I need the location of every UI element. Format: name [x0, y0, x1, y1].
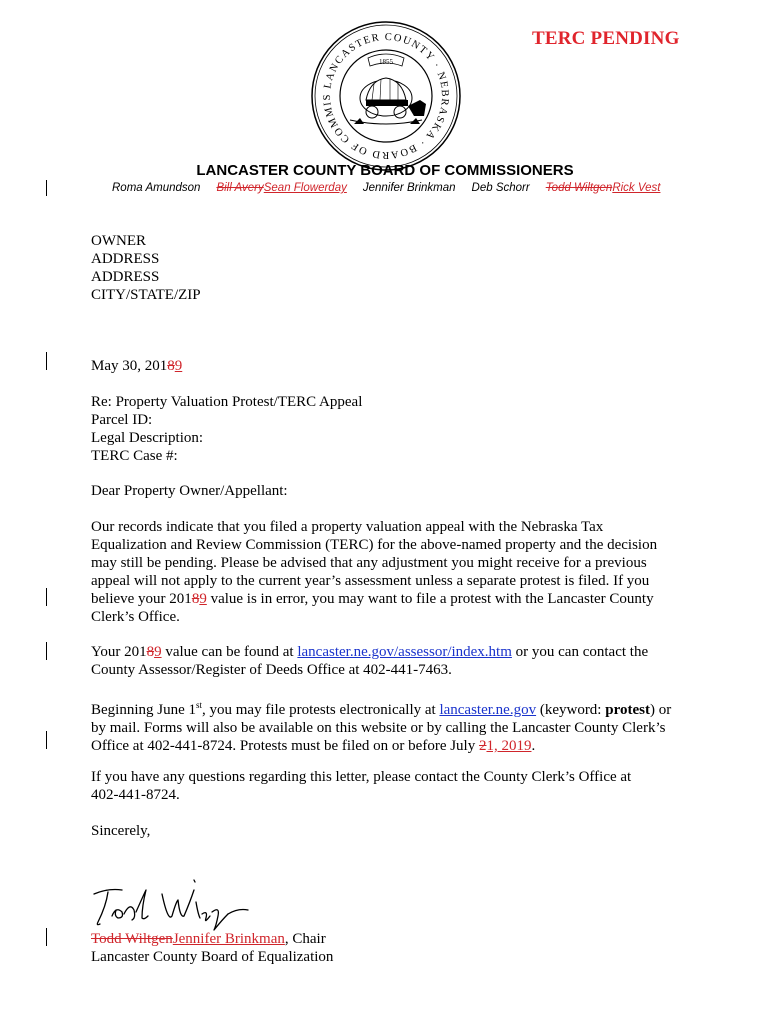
- revision-change-bar: [46, 180, 47, 196]
- terc-case-line: TERC Case #:: [91, 448, 178, 464]
- reference-block: [91, 393, 362, 465]
- text-run: (keyword:: [536, 702, 606, 718]
- inserted-date: 1, 2019: [486, 738, 532, 754]
- deleted-digit: 8: [146, 644, 155, 660]
- text-line: appeal will not apply to the current year’s assessment unless a separate protest is filed. If you: [91, 573, 650, 589]
- deleted-signer-name: Todd Wiltgen: [91, 931, 173, 947]
- revision-change-bar: [46, 731, 47, 749]
- text-run: or you can contact the: [511, 644, 649, 660]
- text-line: [91, 737, 671, 755]
- text-line: Our records indicate that you filed a property valuation appeal with the Nebraska Tax: [91, 519, 604, 535]
- county-seal-logo: [310, 20, 462, 172]
- date-text: May 30, 201: [91, 358, 168, 374]
- revision-change-bar: [46, 588, 47, 606]
- signer-title: , Chair: [284, 931, 326, 947]
- text-run: Beginning June 1: [91, 702, 196, 718]
- text-line: [91, 643, 648, 661]
- address-line: CITY/STATE/ZIP: [91, 287, 201, 303]
- paragraph-records: [91, 518, 657, 626]
- seal-year: 1855: [379, 58, 393, 66]
- inserted-digit: 9: [199, 591, 207, 607]
- deleted-digit: 8: [167, 358, 175, 374]
- county-website-link[interactable]: lancaster.ne.gov: [439, 702, 537, 718]
- member-name: Deb Schorr: [471, 182, 530, 194]
- terc-pending-stamp: TERC PENDING: [532, 28, 680, 49]
- letter-date: [91, 357, 182, 375]
- revision-change-bar: [46, 928, 47, 946]
- member-deleted-name: Bill Avery: [216, 182, 264, 194]
- text-run: Office at 402-441-8724. Protests must be filed on or before July: [91, 738, 479, 754]
- text-line: 402-441-8724.: [91, 787, 180, 803]
- signer-block: [91, 930, 333, 966]
- text-run: believe your 201: [91, 591, 192, 607]
- re-line: Re: Property Valuation Protest/TERC Appeal: [91, 394, 363, 410]
- keyword-protest: protest: [605, 702, 650, 718]
- inserted-digit: 9: [174, 358, 183, 374]
- closing: Sincerely,: [91, 823, 151, 839]
- assessor-link[interactable]: lancaster.ne.gov/assessor/index.htm: [297, 644, 512, 660]
- member-inserted-name: Rick Vest: [612, 182, 661, 194]
- text-line: [91, 590, 657, 608]
- address-line: ADDRESS: [91, 251, 160, 267]
- text-line: County Assessor/Register of Deeds Office at 402-441-7463.: [91, 662, 452, 678]
- text-line: may still be pending. Please be advised that any adjustment you might receive for a previous: [91, 555, 647, 571]
- commissioner-list: [112, 182, 660, 194]
- text-run: value can be found at: [161, 644, 298, 660]
- text-run: Your 201: [91, 644, 147, 660]
- board-title: LANCASTER COUNTY BOARD OF COMMISSIONERS: [196, 162, 574, 179]
- address-line: ADDRESS: [91, 269, 160, 285]
- inserted-signer-name: Jennifer Brinkman: [172, 931, 285, 947]
- revision-change-bar: [46, 642, 47, 660]
- member-name: Roma Amundson: [112, 182, 201, 194]
- paragraph-protest-filing: [91, 696, 671, 755]
- paragraph-questions: [91, 768, 631, 804]
- text-run: .: [531, 738, 536, 754]
- inserted-digit: 9: [154, 644, 162, 660]
- deleted-digit: 8: [191, 591, 200, 607]
- deleted-digit: 2: [478, 738, 487, 754]
- text-run: ) or: [649, 702, 672, 718]
- salutation: Dear Property Owner/Appellant:: [91, 483, 288, 499]
- text-run: value is in error, you may want to file a protest with the Lancaster County: [206, 591, 654, 607]
- text-line: by mail. Forms will also be available on this website or by calling the Lancaster County Clerk’s: [91, 720, 666, 736]
- signer-name-line: [91, 930, 333, 948]
- svg-text:LANCASTER COUNTY · NEBRASKA ·: LANCASTER COUNTY · NEBRASKA · BOARD OF COMMIS: [321, 31, 451, 161]
- paragraph-value-lookup: [91, 643, 648, 679]
- text-line: If you have any questions regarding this letter, please contact the County Clerk’s Office at: [91, 769, 632, 785]
- member-inserted-name: Sean Flowerday: [263, 182, 347, 194]
- text-line: Equalization and Review Commission (TERC) for the above-named property and the decision: [91, 537, 658, 553]
- text-run: , you may file protests electronically at: [202, 702, 440, 718]
- legal-description-line: Legal Description:: [91, 430, 204, 446]
- member-name: Jennifer Brinkman: [362, 182, 456, 194]
- text-line: Clerk’s Office.: [91, 609, 180, 625]
- signer-organization: Lancaster County Board of Equalization: [91, 949, 334, 965]
- address-line: OWNER: [91, 233, 146, 249]
- member-deleted-name: Todd Wiltgen: [545, 182, 613, 194]
- revision-change-bar: [46, 352, 47, 370]
- address-block: [91, 232, 201, 304]
- text-line: [91, 696, 671, 719]
- parcel-id-line: Parcel ID:: [91, 412, 153, 428]
- ordinal-suffix: st: [196, 700, 203, 710]
- handwritten-signature: [88, 872, 258, 934]
